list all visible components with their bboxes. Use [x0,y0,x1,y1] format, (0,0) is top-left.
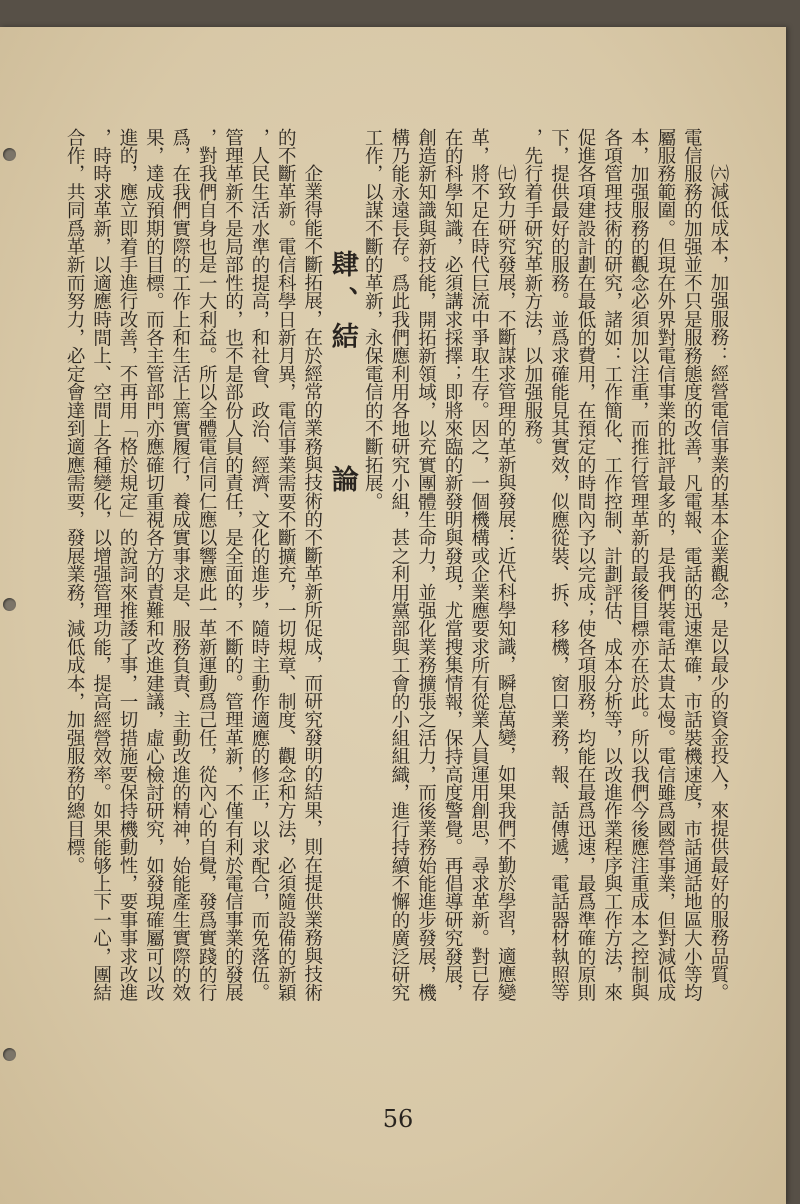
text-column: 工作，以謀不斷的革新，永保電信的不斷拓展。 [362,128,384,511]
punch-hole [3,148,16,161]
paragraph-item-6 [518,128,731,1002]
text-column: 屬服務範圍。但現在外界對電信事業的批評最多的，是我們裝電話太貴太慢。電信雖爲國營事業，但對減低成 [654,128,676,1002]
section-number: 肆、 [326,250,358,322]
section-heading [325,128,359,608]
text-column: 管理革新不是局部性的，也不是部份人員的責任，是全面的，不斷的。管理革新，不僅有利於電信事業的發展 [222,128,244,1002]
text-column: ㈥減低成本，加强服務：經營電信事業的基本企業觀念，是以最少的資金投入，來提供最好的服務品質。 [708,164,729,1002]
text-column: 革，將不足在時代巨流中爭取生存。因之，一個機構或企業應要求所有從業人員運用創思，尋求革新。對已存 [468,128,490,1002]
page-number: 56 [382,1105,414,1133]
text-column: 下，提供最好的服務。並爲求確能見其實效，似應從裝、拆、移機，窗口業務，報、話傳遞，電話器材執照等 [548,128,570,1002]
text-column: 各項管理技術的研究，諸如：工作簡化、工作控制、計劃評估、成本分析等，以改進作業程序與工作方法，來 [601,128,623,1002]
text-column: 電信服務的加强並不只是服務態度的改善，凡電報、電話的迅速準確，市話裝機速度，市話通話地區大小等均 [681,128,703,1002]
paragraph-conclusion [61,128,359,1002]
text-column: ，人民生活水準的提高，和社會、政治、經濟、文化的進步，隨時主動作適應的修正，以求配合，而免落伍。 [248,128,270,1002]
body-text [60,128,731,1028]
text-column: 爲，在我們實際的工作上和生活上篤實履行，養成實事求是、服務負責、主動改進的精神，始能產生實際的效 [169,128,191,1002]
text-column: 的不斷革新。電信科學日新月異，電信事業需要不斷擴充，一切規章、制度、觀念和方法，必須隨設備的新穎 [275,128,297,1002]
paragraph-item-7 [359,128,519,1002]
section-title: 結論 [326,322,358,608]
text-column: 本，加强服務的觀念必須加以注重，而推行管理革新的最後目標亦在於此。所以我們今後應注重成本之控制與 [628,128,650,1002]
text-column: 果，達成預期的目標。而各主管部門亦應確切重視各方的責難和改進建議，虛心檢討研究，如發現確屬可以改 [143,128,165,1002]
punch-hole [3,598,16,611]
text-column: 構乃能永遠長存。爲此我們應利用各地研究小組，甚之利用黨部與工會的小組組織，進行持續不懈的廣泛研究 [388,128,410,1002]
text-column: 企業得能不斷拓展，在於經常的業務與技術的不斷革新所促成，而研究發明的結果，則在提供業務與技術 [301,164,323,1002]
text-column: 合作，共同爲革新而努力，必定會達到適應需要，發展業務，減低成本，加强服務的總目標。 [64,128,86,875]
text-column: ，對我們自身也是一大利益。所以全體電信同仁應以響應此一革新運動爲己任，從內心的自覺，發爲實踐的行 [196,128,218,1002]
punch-hole [3,1048,16,1061]
text-column: ，先行着手研究革新方法，以加强服務。 [521,128,543,456]
text-column: 在的科學知識，必須講求採擇；即將來臨的新發明與發現，尤當搜集情報，保持高度警覺。再倡導研究發展， [442,128,464,1002]
text-column: 進的，應立即着手進行改善，不再用「格於規定」的說詞來推諉了事，一切措施要保持機動性，要事事求改進 [116,128,138,1002]
text-column: 創造新知識與新技能，開拓新領域，以充實團體生命力，並强化業務擴張之活力，而後業務始能進步發展，機 [415,128,437,1002]
text-column: 促進各項建設計劃在最低的費用，在預定的時間內予以完成；使各項服務，均能在最爲迅速，最爲準確的原則 [575,128,597,1002]
text-column: ，時時求革新，以適應時間上、空間上各種變化，以增强管理功能，提高經營效率。如果能够上下一心，團結 [90,128,112,1002]
text-column: ㈦致力研究發展，不斷謀求管理的革新與發展：近代科學知識，瞬息萬變，如果我們不勤於學習，適應變 [495,164,517,1002]
